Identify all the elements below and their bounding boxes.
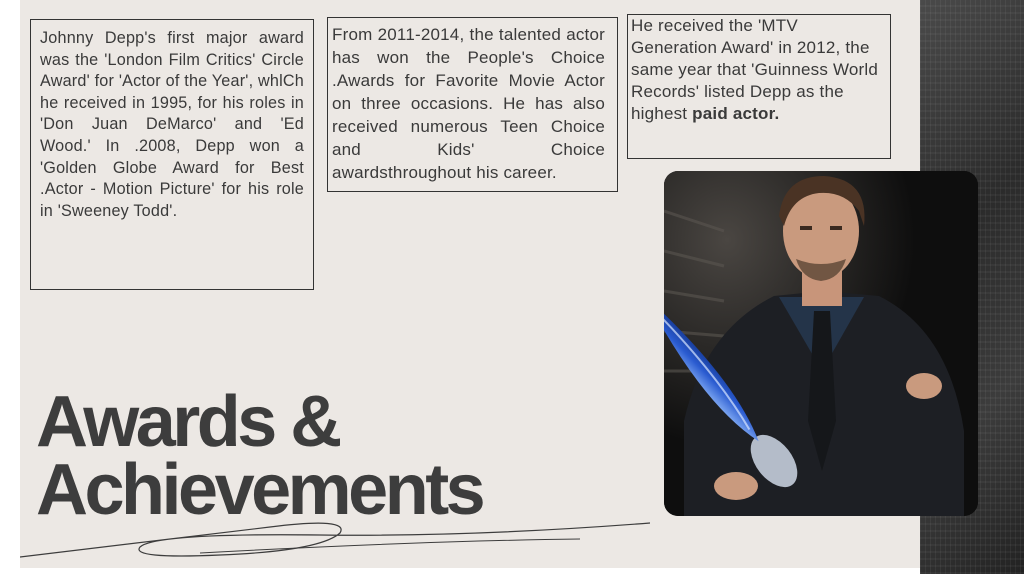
text-card-peoples-choice	[327, 17, 618, 192]
card-text	[631, 15, 884, 125]
title-line-1: Awards &	[36, 382, 339, 462]
card-text-bold: paid actor.	[692, 104, 780, 123]
actor-photo	[664, 171, 978, 516]
card-text: From 2011-2014, the talented actor has won the People's Choice .Awards for Favorite Movie Actor on three occasions. He has also received numerous Teen Choice and Kids' Choice awardsthroughout his career.	[332, 25, 605, 182]
title-line-2: Achievements	[36, 450, 483, 530]
card-text-main: He received the 'MTV Generation Award' in 2012, the same year that 'Guinness World Records' listed Depp as the highest	[631, 16, 879, 123]
page-title	[36, 382, 483, 530]
card-text: Johnny Depp's first major award was the 'London Film Critics' Circle Award' for 'Actor of the Year', whlCh he received in 1995, for his roles in 'Don Juan DeMarco' and 'Ed Wood.' In .2008, Depp won a 'Golden Globe Award for Best .Actor - Motion Picture' for his role in 'Sweeney Todd'.	[40, 29, 304, 220]
decorative-swoosh-line	[20, 505, 660, 565]
text-card-london-film-critics	[30, 19, 314, 290]
text-card-mtv-generation	[627, 14, 891, 159]
actor-holding-award-illustration	[664, 171, 978, 516]
